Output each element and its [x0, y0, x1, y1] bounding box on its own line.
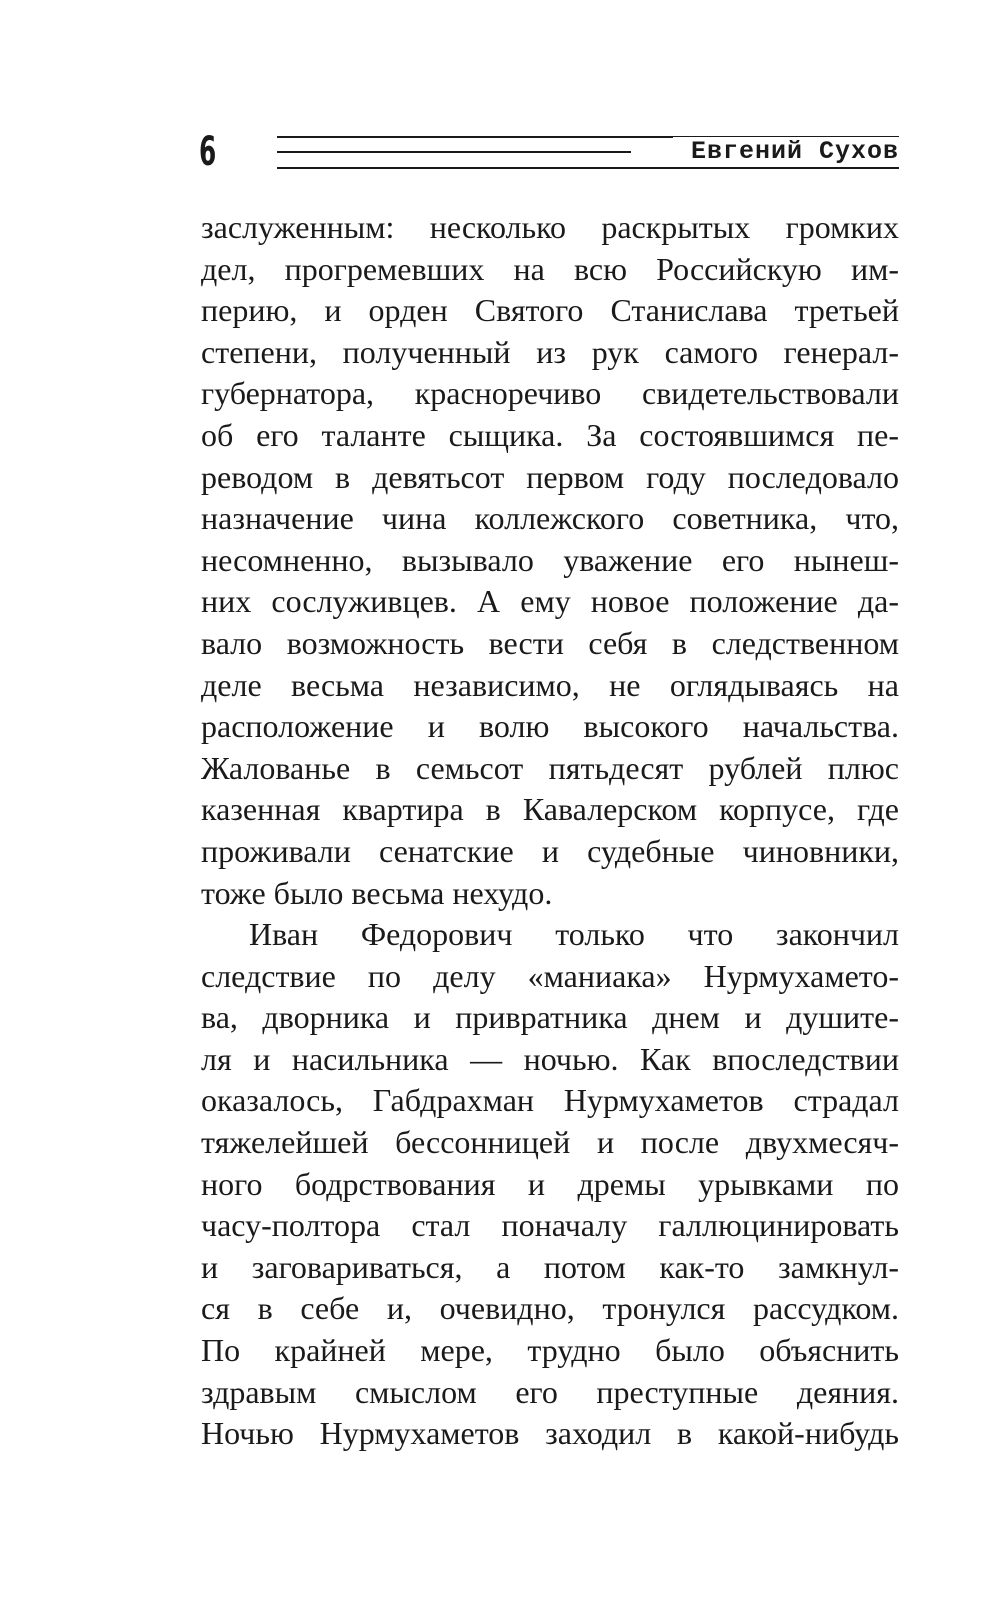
text-line: несомненно, вызывало уважение его нынеш-	[201, 541, 899, 578]
text-line: тоже было весьма нехудо.	[201, 874, 553, 911]
text-line: ля и насильника — ночью. Как впоследствии	[201, 1040, 899, 1077]
text-line: ся в себе и, очевидно, тронулся рассудком.	[201, 1290, 899, 1327]
paragraph-2	[201, 914, 899, 1455]
text-line: губернатора, красноречиво свидетельствовали	[201, 375, 899, 412]
page-number: 6	[199, 129, 217, 175]
text-line: ва, дворника и привратника днем и душите-	[201, 999, 899, 1036]
text-line: перию, и орден Святого Станислава третьей	[201, 292, 899, 329]
text-line: деле весьма независимо, не оглядываясь на	[201, 666, 899, 703]
text-line: об его таланте сыщика. За состоявшимся пе-	[201, 416, 899, 453]
text-line: и заговариваться, а потом как-то замкнул-	[201, 1248, 899, 1285]
text-line: заслуженным: несколько раскрытых громких	[201, 209, 899, 245]
text-line: Жалованье в семьсот пятьдесят рублей плюс	[201, 749, 899, 786]
running-title-author: Евгений Сухов	[673, 137, 899, 166]
text-line: проживали сенатские и судебные чиновники,	[201, 832, 899, 869]
text-line: реводом в девятьсот первом году последовало	[201, 458, 899, 495]
text-line: вало возможность вести себя в следственном	[201, 624, 899, 661]
header-rule-bottom	[277, 167, 899, 169]
text-line: часу-полтора стал поначалу галлюцинировать	[201, 1207, 899, 1244]
text-line: По крайней мере, трудно было объяснить	[201, 1332, 899, 1369]
text-line: ного бодрствования и дремы урывками по	[201, 1165, 899, 1202]
text-line: тяжелейшей бессонницей и после двухмесяч-	[201, 1124, 899, 1161]
text-line: здравым смыслом его преступные деяния.	[201, 1373, 899, 1410]
running-header	[199, 130, 899, 174]
text-line: степени, полученный из рук самого генерал-	[201, 333, 899, 370]
text-line: Ночью Нурмухаметов заходил в какой-нибудь	[201, 1415, 899, 1452]
paragraph-1	[201, 207, 899, 914]
header-rule-middle	[277, 151, 631, 153]
text-line: них сослуживцев. А ему новое положение да-	[201, 583, 899, 620]
body-text	[201, 207, 899, 1455]
text-line: казенная квартира в Кавалерском корпусе, где	[201, 791, 899, 828]
text-line: Иван Федорович только что закончил	[249, 916, 899, 953]
text-line: назначение чина коллежского советника, что,	[201, 500, 899, 537]
text-line: дел, прогремевших на всю Российскую им-	[201, 250, 899, 287]
text-line: расположение и волю высокого начальства.	[201, 708, 899, 745]
text-line: оказалось, Габдрахман Нурмухаметов страдал	[201, 1082, 899, 1119]
text-line: следствие по делу «маниака» Нурмухамето-	[201, 957, 899, 994]
